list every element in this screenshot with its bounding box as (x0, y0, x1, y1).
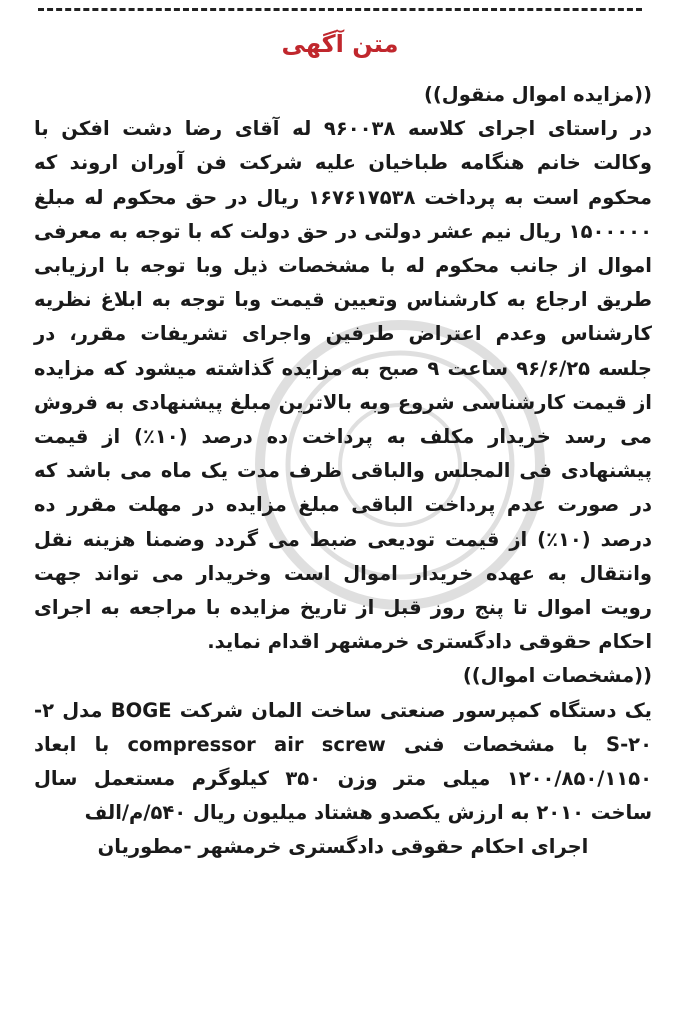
auction-paragraph: در راستای اجرای کلاسه ۹۶۰۰۳۸ له آقای رضا دشت افکن با وکالت خانم هنگامه طباخیان علیه شرکت فن آوران اروند که محکوم است به پرداخت ۱۶۷۶۱۷۵۳۸ ریال در حق محکوم له مبلغ ۱۵۰۰۰۰۰ ریال نیم عشر دولتی در حق دولت که با توجه به معرفی اموال از جانب محکوم له با مشخصات ذیل وبا توجه با ارزیابی طریق ارجاع به کارشناس وتعیین قیمت وبا توجه به ابلاغ نظریه کارشناس وعدم اعتراض طرفین واجرای تشریفات مقرر، در جلسه ۹۶/۶/۲۵ ساعت ۹ صبح به مزایده گذاشته میشود که مزایده از قیمت کارشناسی شروع وبه بالاترین مبلغ پیشنهادی به فروش می رسد خریدار مکلف به پرداخت ده درصد (۱۰٪) از قیمت پیشنهادی فی المجلس والباقی ظرف مدت یک ماه می باشد که در صورت عدم پرداخت الباقی مبلغ مزایده در مهلت مقرر ده درصد (۱۰٪) از قیمت تودیعی ضبط می گردد وضمنا هزینه نقل وانتقال به عهده خریدار اموال است وخریدار می تواند جهت رویت اموال تا پنج روز قبل از تاریخ مزایده با مراجعه به اجرای احکام حقوقی دادگستری خرمشهر اقدام نماید. (34, 117, 653, 654)
ad-body (34, 78, 652, 865)
top-dashed-divider (38, 8, 642, 11)
section-heading-auction: ((مزایده اموال منقول)) (423, 83, 652, 106)
ad-title: متن آگهی (281, 30, 399, 58)
signature-line: اجرای احکام حقوقی دادگستری خرمشهر -مطوریان (97, 835, 589, 859)
section-heading-specs: ((مشخصات اموال)) (462, 664, 652, 688)
specs-paragraph: یک دستگاه کمپرسور صنعتی ساخت المان شرکت BOGE مدل ۲-S-۲۰ با مشخصات فنی compressor air screw با ابعاد ۱۲۰۰/۸۵۰/۱۱۵۰ میلی متر وزن ۳۵۰ کیلوگرم مستعمل سال ساخت ۲۰۱۰ به ارزش یکصدو هشتاد میلیون ریال ۵۴۰/م/الف (34, 698, 652, 825)
